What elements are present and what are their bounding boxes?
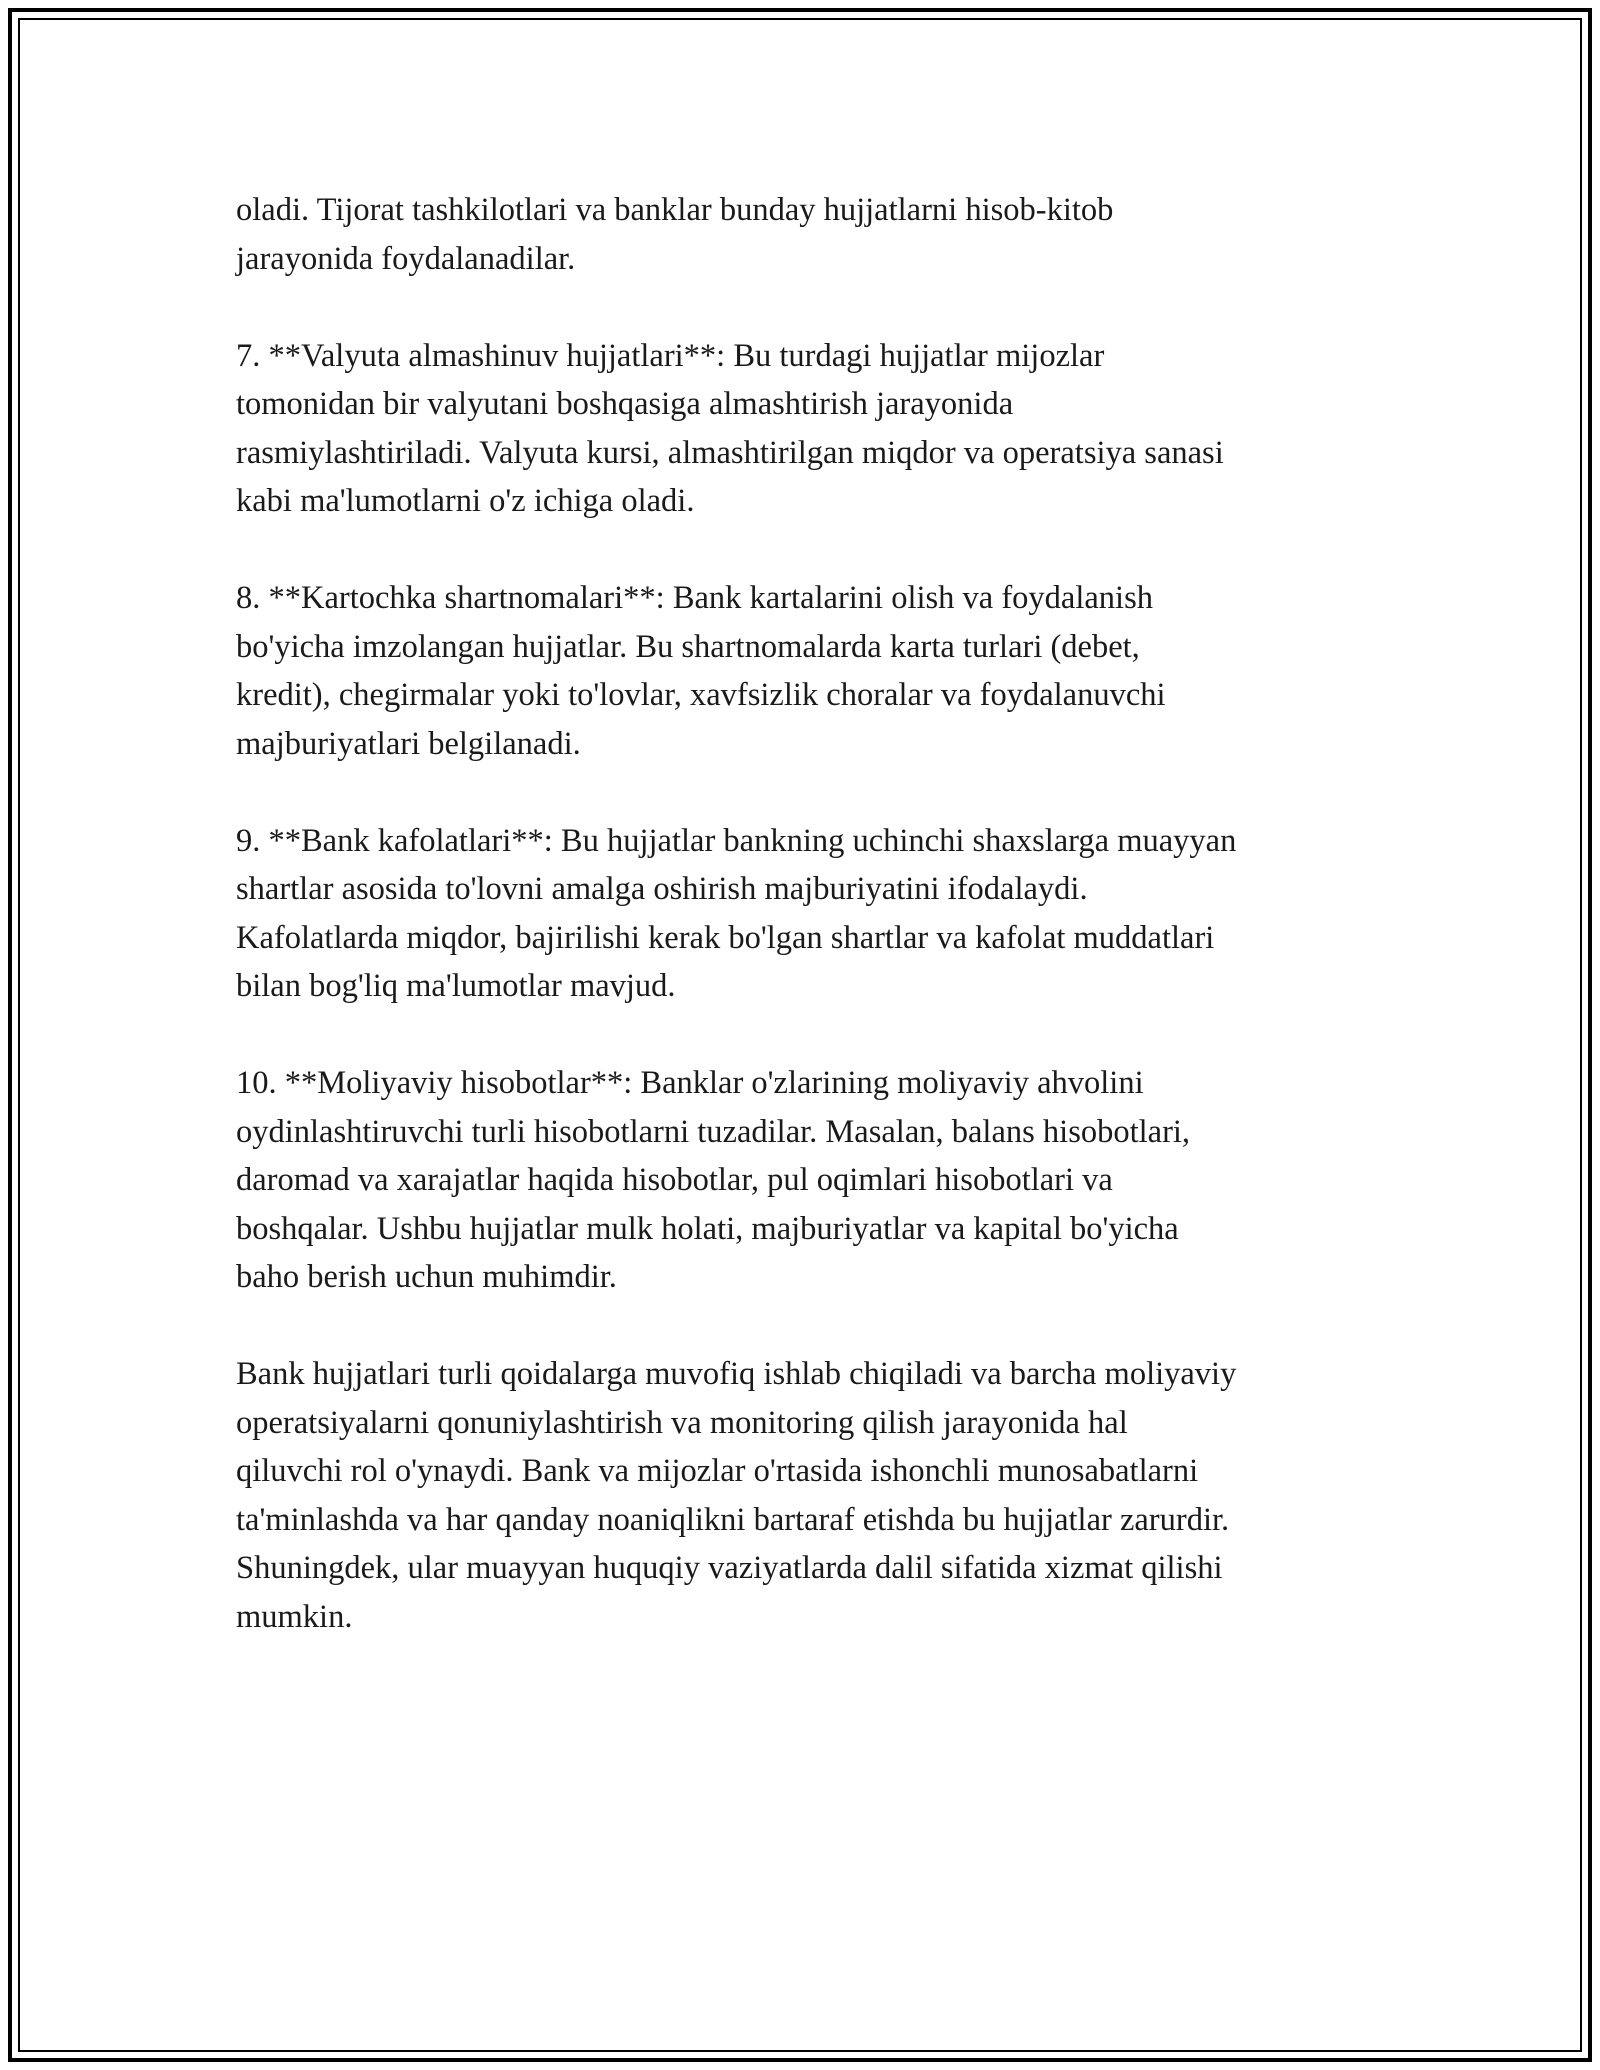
text-line: kredit), chegirmalar yoki to'lovlar, xavfsizlik choralar va foydalanuvchi	[236, 677, 1166, 713]
paragraph-conclusion	[236, 1350, 1386, 1641]
text-line: mumkin.	[236, 1598, 353, 1635]
text-line: bo'yicha imzolangan hujjatlar. Bu shartnomalarda karta turlari (debet,	[236, 628, 1140, 665]
text-line: Kafolatlarda miqdor, bajirilishi kerak bo'lgan shartlar va kafolat muddatlari	[236, 919, 1215, 956]
text-line: daromad va xarajatlar haqida hisobotlar, pul oqimlari hisobotlari va	[236, 1162, 1113, 1198]
text-line: majburiyatlari belgilanadi.	[236, 725, 581, 762]
text-line: 7. **Valyuta almashinuv hujjatlari**: Bu turdagi hujjatlar mijozlar	[236, 337, 1105, 374]
text-line: 10. **Moliyaviy hisobotlar**: Banklar o'zlarining moliyaviy ahvolini	[236, 1065, 1144, 1101]
text-line: 8. **Kartochka shartnomalari**: Bank kartalarini olish va foydalanish	[236, 580, 1153, 616]
text-line: tomonidan bir valyutani boshqasiga almashtirish jarayonida	[236, 386, 1014, 422]
text-line: operatsiyalarni qonuniylashtirish va monitoring qilish jarayonida hal	[236, 1404, 1128, 1441]
text-line: 9. **Bank kafolatlari**: Bu hujjatlar bankning uchinchi shaxslarga muayyan	[236, 822, 1237, 859]
text-line: rasmiylashtiriladi. Valyuta kursi, almashtirilgan miqdor va operatsiya sanasi	[236, 434, 1224, 471]
text-line: Shuningdek, ular muayyan huquqiy vaziyatlarda dalil sifatida xizmat qilishi	[236, 1550, 1223, 1586]
text-line: ta'minlashda va har qanday noaniqlikni bartaraf etishda bu hujjatlar zarurdir.	[236, 1501, 1230, 1538]
text-line: Bank hujjatlari turli qoidalarga muvofiq ishlab chiqiladi va barcha moliyaviy	[236, 1356, 1237, 1392]
text-line: baho berish uchun muhimdir.	[236, 1259, 617, 1295]
paragraph-continuation	[236, 186, 1386, 283]
text-line: oydinlashtiruvchi turli hisobotlarni tuzadilar. Masalan, balans hisobotlari,	[236, 1113, 1191, 1150]
text-line: shartlar asosida to'lovni amalga oshirish majburiyatini ifodalaydi.	[236, 871, 1088, 907]
text-line: bilan bog'liq ma'lumotlar mavjud.	[236, 968, 676, 1004]
text-line: boshqalar. Ushbu hujjatlar mulk holati, majburiyatlar va kapital bo'yicha	[236, 1210, 1179, 1247]
document-body	[236, 186, 1386, 1690]
paragraph-item-8	[236, 574, 1386, 768]
paragraph-item-10	[236, 1059, 1386, 1302]
text-line: oladi. Tijorat tashkilotlari va banklar bunday hujjatlarni hisob-kitob	[236, 192, 1114, 228]
paragraph-item-7	[236, 332, 1386, 526]
text-line: jarayonida foydalanadilar.	[236, 240, 576, 277]
paragraph-item-9	[236, 817, 1386, 1011]
text-line: kabi ma'lumotlarni o'z ichiga oladi.	[236, 483, 695, 519]
text-line: qiluvchi rol o'ynaydi. Bank va mijozlar o'rtasida ishonchli munosabatlarni	[236, 1453, 1199, 1489]
